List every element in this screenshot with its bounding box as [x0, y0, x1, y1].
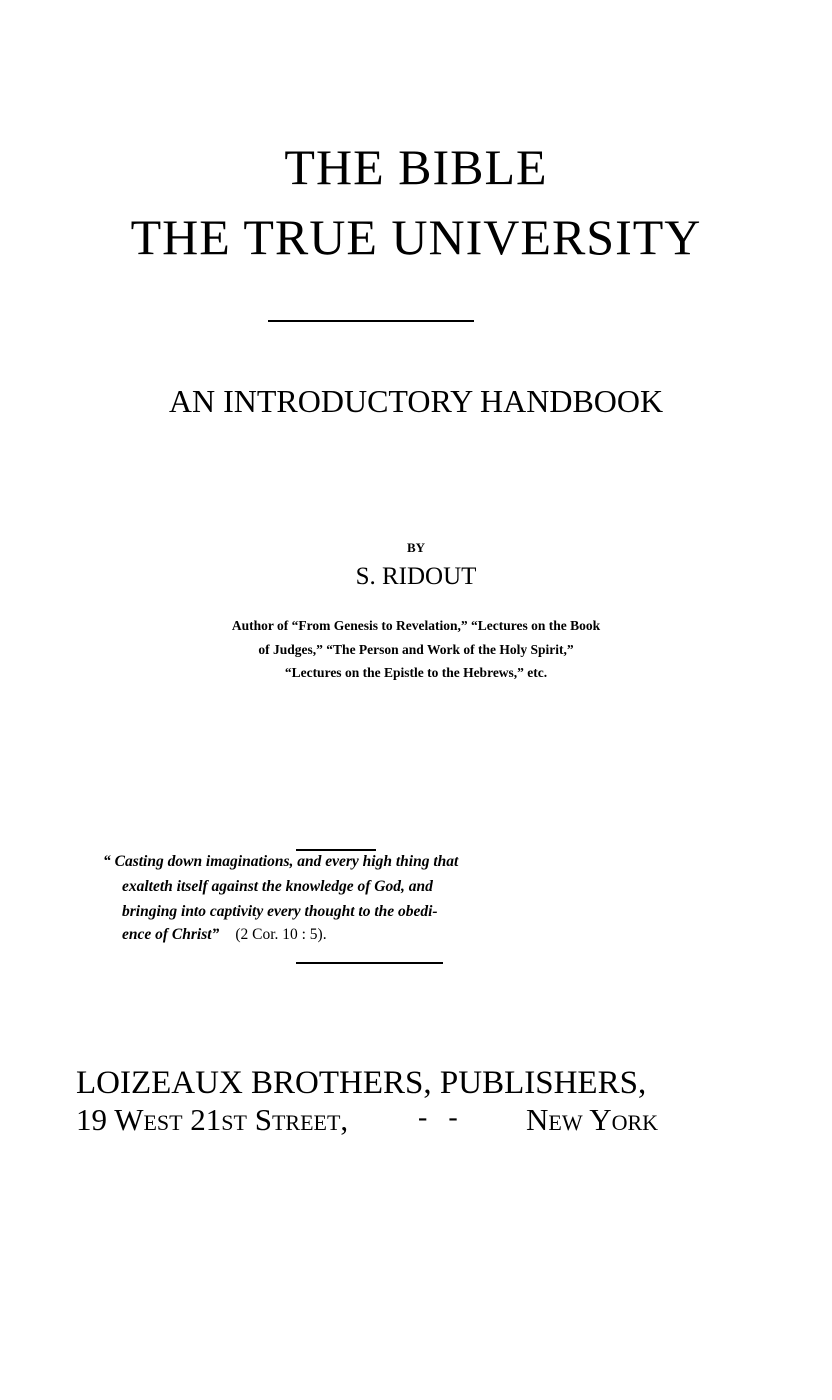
publisher-name: LOIZEAUX BROTHERS, PUBLISHERS, — [76, 1065, 647, 1101]
epigraph-last: ence of Christ” — [122, 926, 220, 943]
epigraph-line: exalteth itself against the knowledge of God, and — [122, 878, 433, 895]
divider — [296, 849, 376, 851]
epigraph-line — [122, 926, 327, 944]
epigraph-line: bringing into captivity every thought to the obedi- — [122, 903, 438, 920]
author-works-line: “Lectures on the Epistle to the Hebrews,” etc. — [284, 665, 548, 680]
title-line-1: THE BIBLE — [284, 139, 548, 195]
epigraph-line: “ Casting down imaginations, and every high thing that — [103, 853, 459, 870]
publisher-city: New York — [526, 1102, 659, 1137]
author-works-line: Author of “From Genesis to Revelation,” “Lectures on the Book — [231, 618, 601, 633]
title-line-2: THE TRUE UNIVERSITY — [130, 209, 702, 265]
publisher-street: 19 West 21st Street, — [76, 1102, 349, 1137]
divider — [268, 320, 474, 322]
author-name: S. RIDOUT — [355, 563, 477, 590]
author-works-line: of Judges,” “The Person and Work of the Holy Spirit,” — [258, 642, 574, 657]
epigraph-reference: (2 Cor. 10 : 5). — [235, 926, 327, 943]
divider — [296, 962, 443, 964]
subtitle: AN INTRODUCTORY HANDBOOK — [168, 383, 664, 419]
address-dashes: - - — [418, 1102, 458, 1133]
by-label: BY — [406, 540, 426, 555]
